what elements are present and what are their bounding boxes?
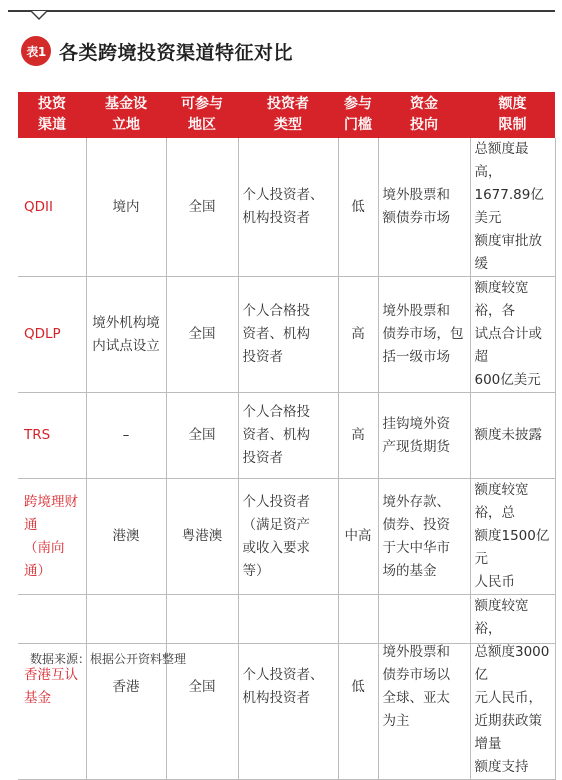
cell-line: 投资者 (242, 450, 283, 466)
investment-target-cell (378, 138, 470, 277)
cell-line: 个人投资者、 (242, 187, 324, 203)
cell-line: 总额度最高， (474, 141, 529, 180)
cell-line: 高 (351, 326, 365, 342)
cell-line: 内试点设立 (92, 337, 160, 354)
region-cell (166, 479, 238, 595)
cell-line: 境外股票和 (382, 187, 450, 203)
cell-line: 境外存款、 (382, 493, 450, 510)
cell-line: （满足资产 (242, 516, 310, 533)
region-cell (166, 138, 238, 277)
channel-cell (18, 277, 86, 393)
cell-line: QDII (24, 198, 53, 215)
header-cell: 基金设 立地 (86, 92, 166, 138)
cell-line: 试点合计或超 (474, 326, 542, 365)
investor-type-cell (238, 277, 338, 393)
cell-line: 中高 (344, 528, 372, 544)
region-cell (166, 393, 238, 479)
table-row (18, 479, 555, 595)
investment-target-cell (378, 479, 470, 595)
channel-cell (18, 393, 86, 479)
header-cell: 资金 投向 (378, 92, 470, 138)
top-rule (8, 10, 555, 12)
threshold-cell (338, 138, 378, 277)
cell-line: 境外机构境 (92, 314, 160, 331)
channel-cell (18, 595, 86, 780)
header-cell: 额度 限制 (470, 92, 555, 138)
cell-line: 挂钩境外资 (382, 415, 450, 432)
channel-cell (18, 138, 86, 277)
cell-line: 产现货期货 (382, 438, 450, 455)
cell-line: 额度未披露 (474, 427, 542, 443)
cell-line: 个人合格投 (242, 404, 310, 420)
cell-line: 额度1500亿元 (474, 528, 550, 567)
header-cell: 可参与 地区 (166, 92, 238, 138)
table-title (21, 36, 293, 66)
cell-line: 为主 (382, 713, 410, 729)
cell-line: 额债券市场 (382, 210, 450, 226)
cell-line: 全国 (188, 198, 216, 215)
cell-line: 债券、投资 (382, 516, 450, 533)
investor-type-cell (238, 479, 338, 595)
cell-line: 括一级市场 (382, 349, 450, 365)
cell-line: 低 (351, 198, 365, 215)
cell-line: 跨境理财通 (24, 493, 78, 533)
cell-line: 港澳 (112, 528, 140, 544)
cell-line: 资者、机构 (242, 427, 310, 443)
cell-line: 债券市场以 (382, 667, 450, 683)
cell-line: 额度审批放缓 (474, 233, 542, 272)
table-row (18, 595, 555, 780)
cell-line: 香港 (112, 678, 140, 695)
cell-line: 个人投资者 (242, 493, 310, 510)
cell-line: 额度较宽裕， (474, 598, 529, 637)
investment-target-cell (378, 393, 470, 479)
header-cell: 投资者 类型 (238, 92, 338, 138)
cell-line: 债券市场，包 (382, 326, 464, 342)
cell-line: 个人合格投 (242, 303, 310, 319)
cell-line: 全国 (188, 427, 216, 443)
quota-cell (470, 479, 555, 595)
cell-line: – (122, 427, 130, 443)
cell-line: 额度较宽裕，总 (474, 482, 529, 521)
table-row (18, 277, 555, 393)
cell-line: 机构投资者 (242, 210, 310, 226)
cell-line: 机构投资者 (242, 690, 310, 706)
cell-line: 粤港澳 (181, 528, 223, 544)
cell-line: 低 (351, 678, 365, 695)
cell-line: 人民币 (474, 574, 515, 590)
header-cell: 投资 渠道 (18, 92, 86, 138)
table-row (18, 138, 555, 277)
fund-location-cell (86, 277, 166, 393)
fund-location-cell (86, 138, 166, 277)
fund-location-cell (86, 479, 166, 595)
fund-location-cell (86, 393, 166, 479)
quota-cell (470, 393, 555, 479)
table-title-text: 各类跨境投资渠道特征对比 (59, 41, 294, 64)
investment-target-cell (378, 595, 470, 780)
cell-line: 境内 (112, 198, 140, 215)
cell-line: 于大中华市 (382, 539, 450, 556)
cell-line: 等） (242, 562, 270, 579)
quota-cell (470, 277, 555, 393)
channel-cell (18, 479, 86, 595)
table-number-badge: 表1 (21, 36, 51, 66)
threshold-cell (338, 479, 378, 595)
cell-line: 全国 (188, 326, 216, 342)
cell-line: 场的基金 (382, 562, 437, 579)
cell-line: 额度较宽裕，各 (474, 280, 529, 319)
cell-line: 境外股票和 (382, 644, 450, 660)
cell-line: 投资者 (242, 349, 283, 365)
cell-line: （南向通） (24, 539, 65, 579)
cell-line: QDLP (24, 326, 61, 342)
investor-type-cell (238, 393, 338, 479)
source-note: 数据来源：根据公开资料整理 (30, 652, 187, 666)
region-cell (166, 595, 238, 780)
cell-line: 600亿美元 (474, 372, 541, 388)
investment-target-cell (378, 277, 470, 393)
fund-location-cell (86, 595, 166, 780)
table-row (18, 393, 555, 479)
cell-line: 资者、机构 (242, 326, 310, 342)
investor-type-cell (238, 138, 338, 277)
cell-line: 额度支持 (474, 759, 529, 775)
cell-line: TRS (24, 427, 51, 443)
cell-line: 香港互认 (24, 667, 78, 683)
quota-cell (470, 138, 555, 277)
cell-line: 近期获政策增量 (474, 713, 542, 752)
cell-line: 元人民币， (474, 690, 542, 706)
threshold-cell (338, 277, 378, 393)
bottom-rule (18, 643, 555, 644)
cell-line: 全国 (188, 678, 216, 695)
region-cell (166, 277, 238, 393)
quota-cell (470, 595, 555, 780)
comparison-table (18, 92, 556, 780)
cell-line: 高 (351, 427, 365, 443)
cell-line: 或收入要求 (242, 539, 310, 556)
investor-type-cell (238, 595, 338, 780)
threshold-cell (338, 595, 378, 780)
header-row (18, 92, 555, 138)
cell-line: 基金 (24, 690, 51, 706)
cell-line: 1677.89亿美元 (474, 187, 544, 226)
cell-line: 个人投资者、 (242, 667, 324, 683)
cell-line: 总额度3000亿 (474, 644, 550, 683)
cell-line: 全球、亚太 (382, 690, 450, 706)
header-cell: 参与 门槛 (338, 92, 378, 138)
header-notch-inner (32, 11, 46, 18)
threshold-cell (338, 393, 378, 479)
cell-line: 境外股票和 (382, 303, 450, 319)
